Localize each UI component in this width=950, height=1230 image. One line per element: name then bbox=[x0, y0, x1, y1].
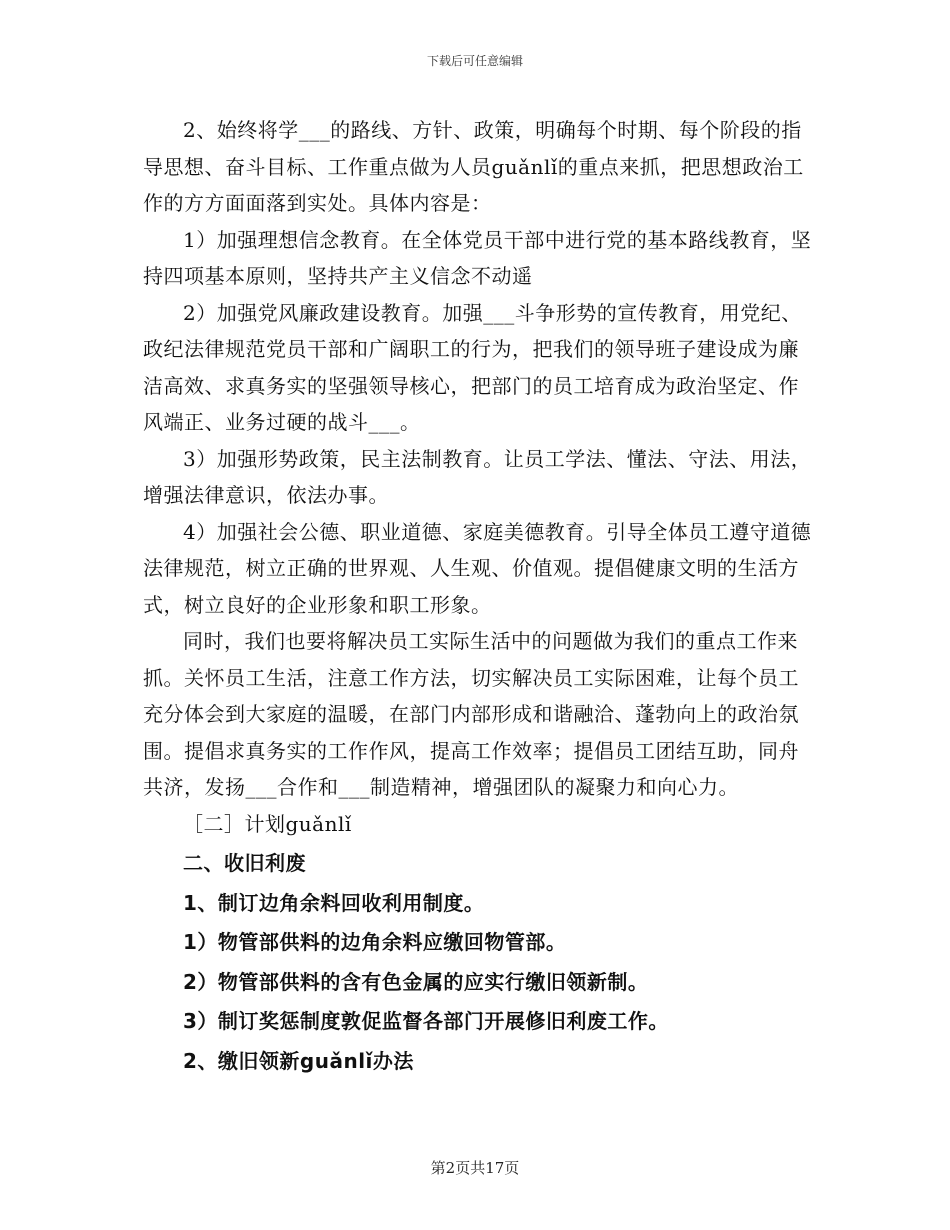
paragraph-ideals-education: 1）加强理想信念教育。在全体党员干部中进行党的基本路线教育，坚持四项基本原则，坚持共产主义信念不动遥 bbox=[143, 227, 812, 288]
paragraph-employee-life: 同时，我们也要将解决员工实际生活中的问题做为我们的重点工作来抓。关怀员工生活，注意工作方法，切实解决员工实际困难，让每个员工充分体会到大家庭的温暖，在部门内部形成和谐融洽、蓬勃向上的政治氛围。提倡求真务实的工作作风，提高工作效率；提倡员工团结互助，同舟共济，发扬___合作和___制造精神，增强团队的凝聚力和向心力。 bbox=[143, 629, 799, 799]
paragraph-legal-education: 3）加强形势政策，民主法制教育。让员工学法、懂法、守法、用法，增强法律意识，依法办事。 bbox=[143, 446, 812, 507]
paragraph-ethics-education: 4）加强社会公德、职业道德、家庭美德教育。引导全体员工遵守道德法律规范，树立正确的世界观、人生观、价值观。提倡健康文明的生活方式，树立良好的企业形象和职工形象。 bbox=[143, 519, 812, 617]
item-scrap-recycling-system: 1、制订边角余料回收利用制度。 bbox=[183, 890, 485, 915]
section-plan-management: ［二］计划guǎnlǐ bbox=[183, 811, 352, 836]
paragraph-integrity-education: 2）加强党风廉政建设教育。加强___斗争形势的宣传教育，用党纪、政纪法律规范党员干部和广阔职工的行为，把我们的领导班子建设成为廉洁高效、求真务实的坚强领导核心，把部门的员工培育成为政治坚定、作风端正、业务过硬的战斗___。 bbox=[143, 300, 802, 434]
heading-recycle: 二、收旧利废 bbox=[183, 851, 306, 875]
document-body bbox=[143, 112, 815, 1079]
paragraph-guiding-policy: 2、始终将学___的路线、方针、政策，明确每个时期、每个阶段的指导思想、奋斗目标、工作重点做为人员guǎnlǐ的重点来抓，把思想政治工作的方方面面落到实处。具体内容是： bbox=[143, 118, 804, 215]
item-nonferrous-exchange: 2）物管部供料的含有色金属的应实行缴旧领新制。 bbox=[183, 969, 649, 994]
item-exchange-method: 2、缴旧领新guǎnlǐ办法 bbox=[183, 1048, 414, 1073]
item-reward-penalty: 3）制订奖惩制度敦促监督各部门开展修旧利废工作。 bbox=[183, 1009, 669, 1033]
item-return-scrap: 1）物管部供料的边角余料应缴回物管部。 bbox=[183, 930, 567, 954]
page-footer: 第2页共17页 bbox=[430, 1159, 520, 1177]
page-header: 下载后可任意编辑 bbox=[426, 54, 523, 68]
